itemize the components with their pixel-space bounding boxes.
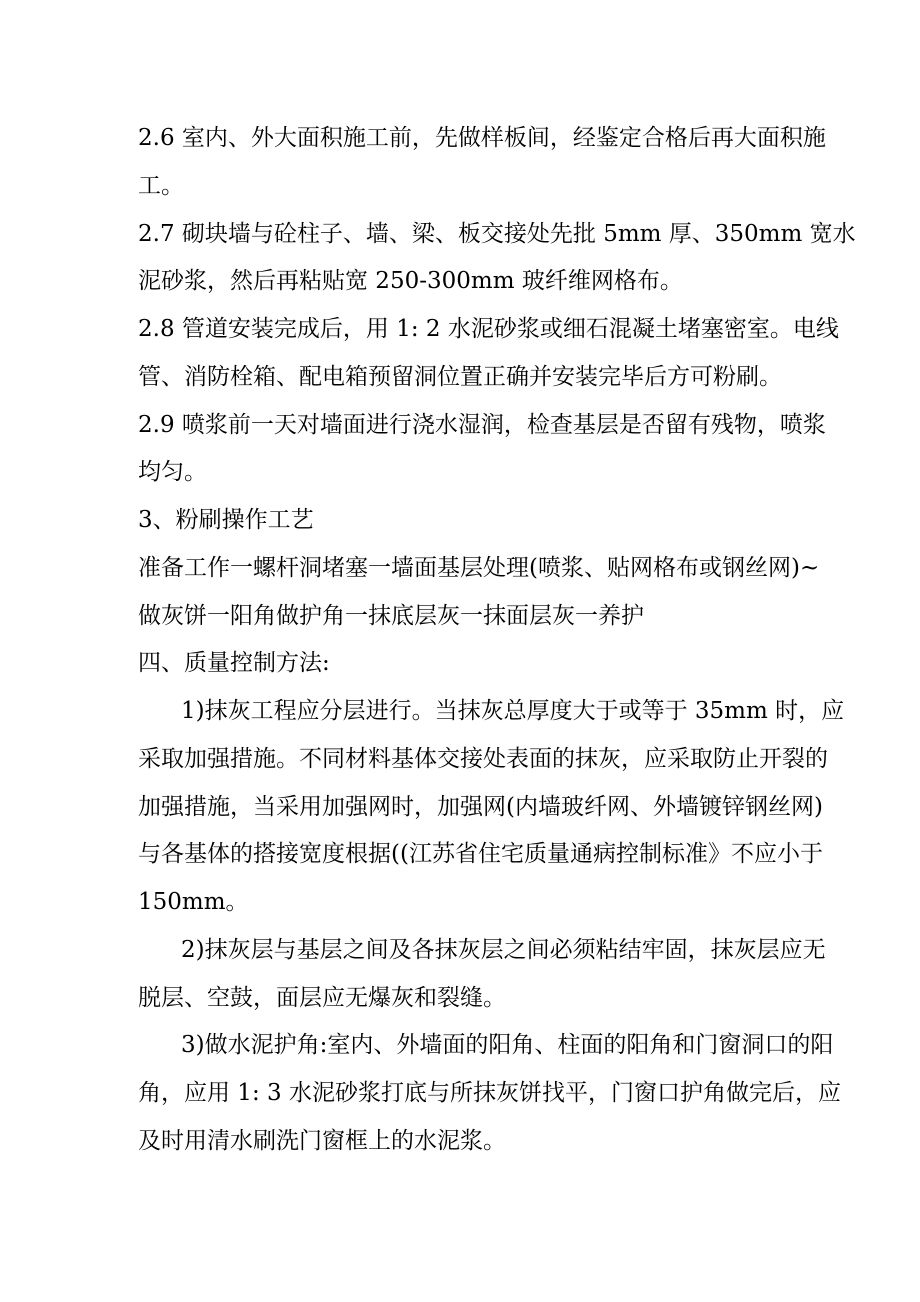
text-line: 准备工作一螺杆洞堵塞一墙面基层处理(喷浆、贴网格布或钢丝网)~ [138,555,820,581]
text-line: 2.8 管道安装完成后，用 1: 2 水泥砂浆或细石混凝土堵塞密室。电线 [138,316,839,342]
text-line: 及时用清水刷洗门窗框上的水泥浆。 [138,1128,506,1154]
text-line: 2.6 室内、外大面积施工前，先做样板间，经鉴定合格后再大面积施 [138,125,826,151]
text-line: 脱层、空鼓，面层应无爆灰和裂缝。 [138,985,506,1011]
text-line: 做灰饼一阳角做护角一抹底层灰一抹面层灰一养护 [138,603,644,629]
text-line: 工。 [138,173,184,199]
section-heading: 3、粉刷操作工艺 [138,507,314,533]
text-line: 角，应用 1: 3 水泥砂浆打底与所抹灰饼找平，门窗口护角做完后，应 [138,1080,841,1106]
text-line: 2.7 砌块墙与砼柱子、墙、梁、板交接处先批 5mm 厚、350mm 宽水 [138,221,856,247]
text-line: 管、消防栓箱、配电箱预留洞位置正确并安装完毕后方可粉刷。 [138,364,782,390]
text-line: 1)抹灰工程应分层进行。当抹灰总厚度大于或等于 35mm 时，应 [181,698,845,724]
text-line: 加强措施，当采用加强网时，加强网(内墙玻纤网、外墙镀锌钢丝网) [138,794,823,820]
text-line: 采取加强措施。不同材料基体交接处表面的抹灰，应采取防止开裂的 [138,746,828,772]
text-line: 均匀。 [138,459,207,485]
text-line: 150mm。 [138,889,249,915]
text-line: 3)做水泥护角:室内、外墙面的阳角、柱面的阳角和门窗洞口的阳 [181,1032,834,1058]
text-line: 与各基体的搭接宽度根据((江苏省住宅质量通病控制标准》不应小于 [138,841,823,867]
text-line: 2.9 喷浆前一天对墙面进行浇水湿润，检查基层是否留有残物，喷浆 [138,412,826,438]
text-line: 泥砂浆，然后再粘贴宽 250-300mm 玻纤维网格布。 [138,268,683,294]
section-heading: 四、质量控制方法: [138,650,330,676]
text-line: 2)抹灰层与基层之间及各抹灰层之间必须粘结牢固，抹灰层应无 [181,937,826,963]
